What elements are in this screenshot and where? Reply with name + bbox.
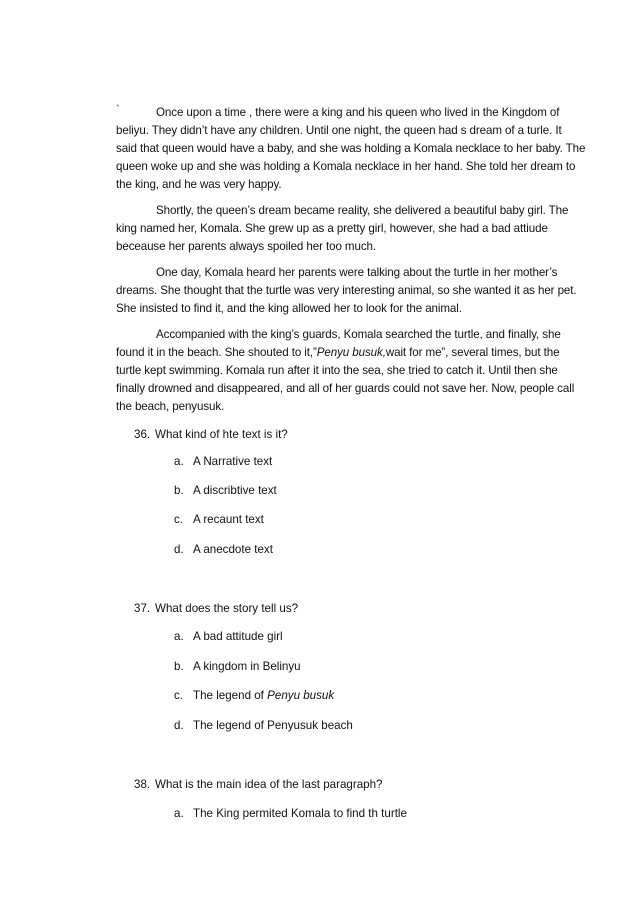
paragraph-line: finally drowned and disappeared, and all of her guards could not save her. Now, people call (116, 382, 575, 395)
paragraph-line: Once upon a time , there were a king and his queen who lived in the Kingdom of (156, 106, 560, 119)
paragraph-line: queen woke up and she was holding a Komala necklace in her hand. She told her dream to (116, 160, 576, 173)
paragraph-line: said that queen would have a baby, and she was holding a Komala necklace to her baby. The (116, 142, 586, 155)
paragraph-line: dreams. She thought that the turtle was very interesting animal, so she wanted it as her pet. (116, 284, 577, 297)
option-letter: c. (174, 513, 184, 526)
paragraph-line: Accompanied with the king’s guards, Komala searched the turtle, and finally, she (156, 328, 561, 341)
option-text (193, 689, 334, 703)
option-letter: a. (174, 630, 184, 643)
option-letter: d. (174, 543, 184, 556)
paragraph-line: beceause her parents always spoiled her too much. (116, 240, 376, 253)
option-text: A discribtive text (193, 484, 277, 497)
option-text: A kingdom in Belinyu (193, 660, 301, 673)
paragraph-line: king named her, Komala. She grew up as a pretty girl, however, she had a bad attiude (116, 222, 548, 235)
paragraph-line: She insisted to find it, and the king allowed her to look for the animal. (116, 302, 462, 315)
option-text: The legend of Penyusuk beach (193, 719, 353, 732)
line-segment: found it in the beach. She shouted to it,” (116, 346, 317, 359)
stray-mark: ` (116, 104, 120, 116)
option-letter: c. (174, 689, 184, 702)
paragraph-line: the beach, penyusuk. (116, 400, 225, 413)
question-number: 38. (134, 778, 151, 791)
paragraph-line: beliyu. They didn’t have any children. Until one night, the queen had s dream of a turle. It (116, 124, 562, 137)
line-segment: wait for me”, several times, but the (385, 346, 560, 359)
paragraph-line: turtle kept swimming. Komala run after it into the sea, she tried to catch it. Until then she (116, 364, 558, 377)
paragraph-line: the king, and he was very happy. (116, 178, 282, 191)
option-text: A Narrative text (193, 455, 273, 468)
question-text: What kind of hte text is it? (155, 428, 288, 441)
question-number: 36. (134, 428, 151, 441)
paragraph-line: Shortly, the queen’s dream became reality, she delivered a beautiful baby girl. The (156, 204, 569, 217)
option-text: A recaunt text (193, 513, 264, 526)
option-text: A bad attitude girl (193, 630, 283, 643)
option-letter: a. (174, 807, 184, 820)
paragraph-line (116, 346, 559, 360)
option-text: A anecdote text (193, 543, 273, 556)
question-text: What does the story tell us? (155, 602, 299, 615)
question-text: What is the main idea of the last paragraph? (155, 778, 383, 791)
italic-term: Penyu busuk, (316, 346, 386, 359)
option-letter: d. (174, 719, 184, 732)
option-text-italic: Penyu busuk (267, 689, 335, 702)
question-number: 37. (134, 602, 151, 615)
paragraph-line: One day, Komala heard her parents were talking about the turtle in her mother’s (156, 266, 558, 279)
option-letter: b. (174, 484, 184, 497)
option-letter: b. (174, 660, 184, 673)
option-text-plain: The legend of (193, 689, 268, 702)
option-letter: a. (174, 455, 184, 468)
option-text: The King permited Komala to find th turtle (193, 807, 407, 820)
